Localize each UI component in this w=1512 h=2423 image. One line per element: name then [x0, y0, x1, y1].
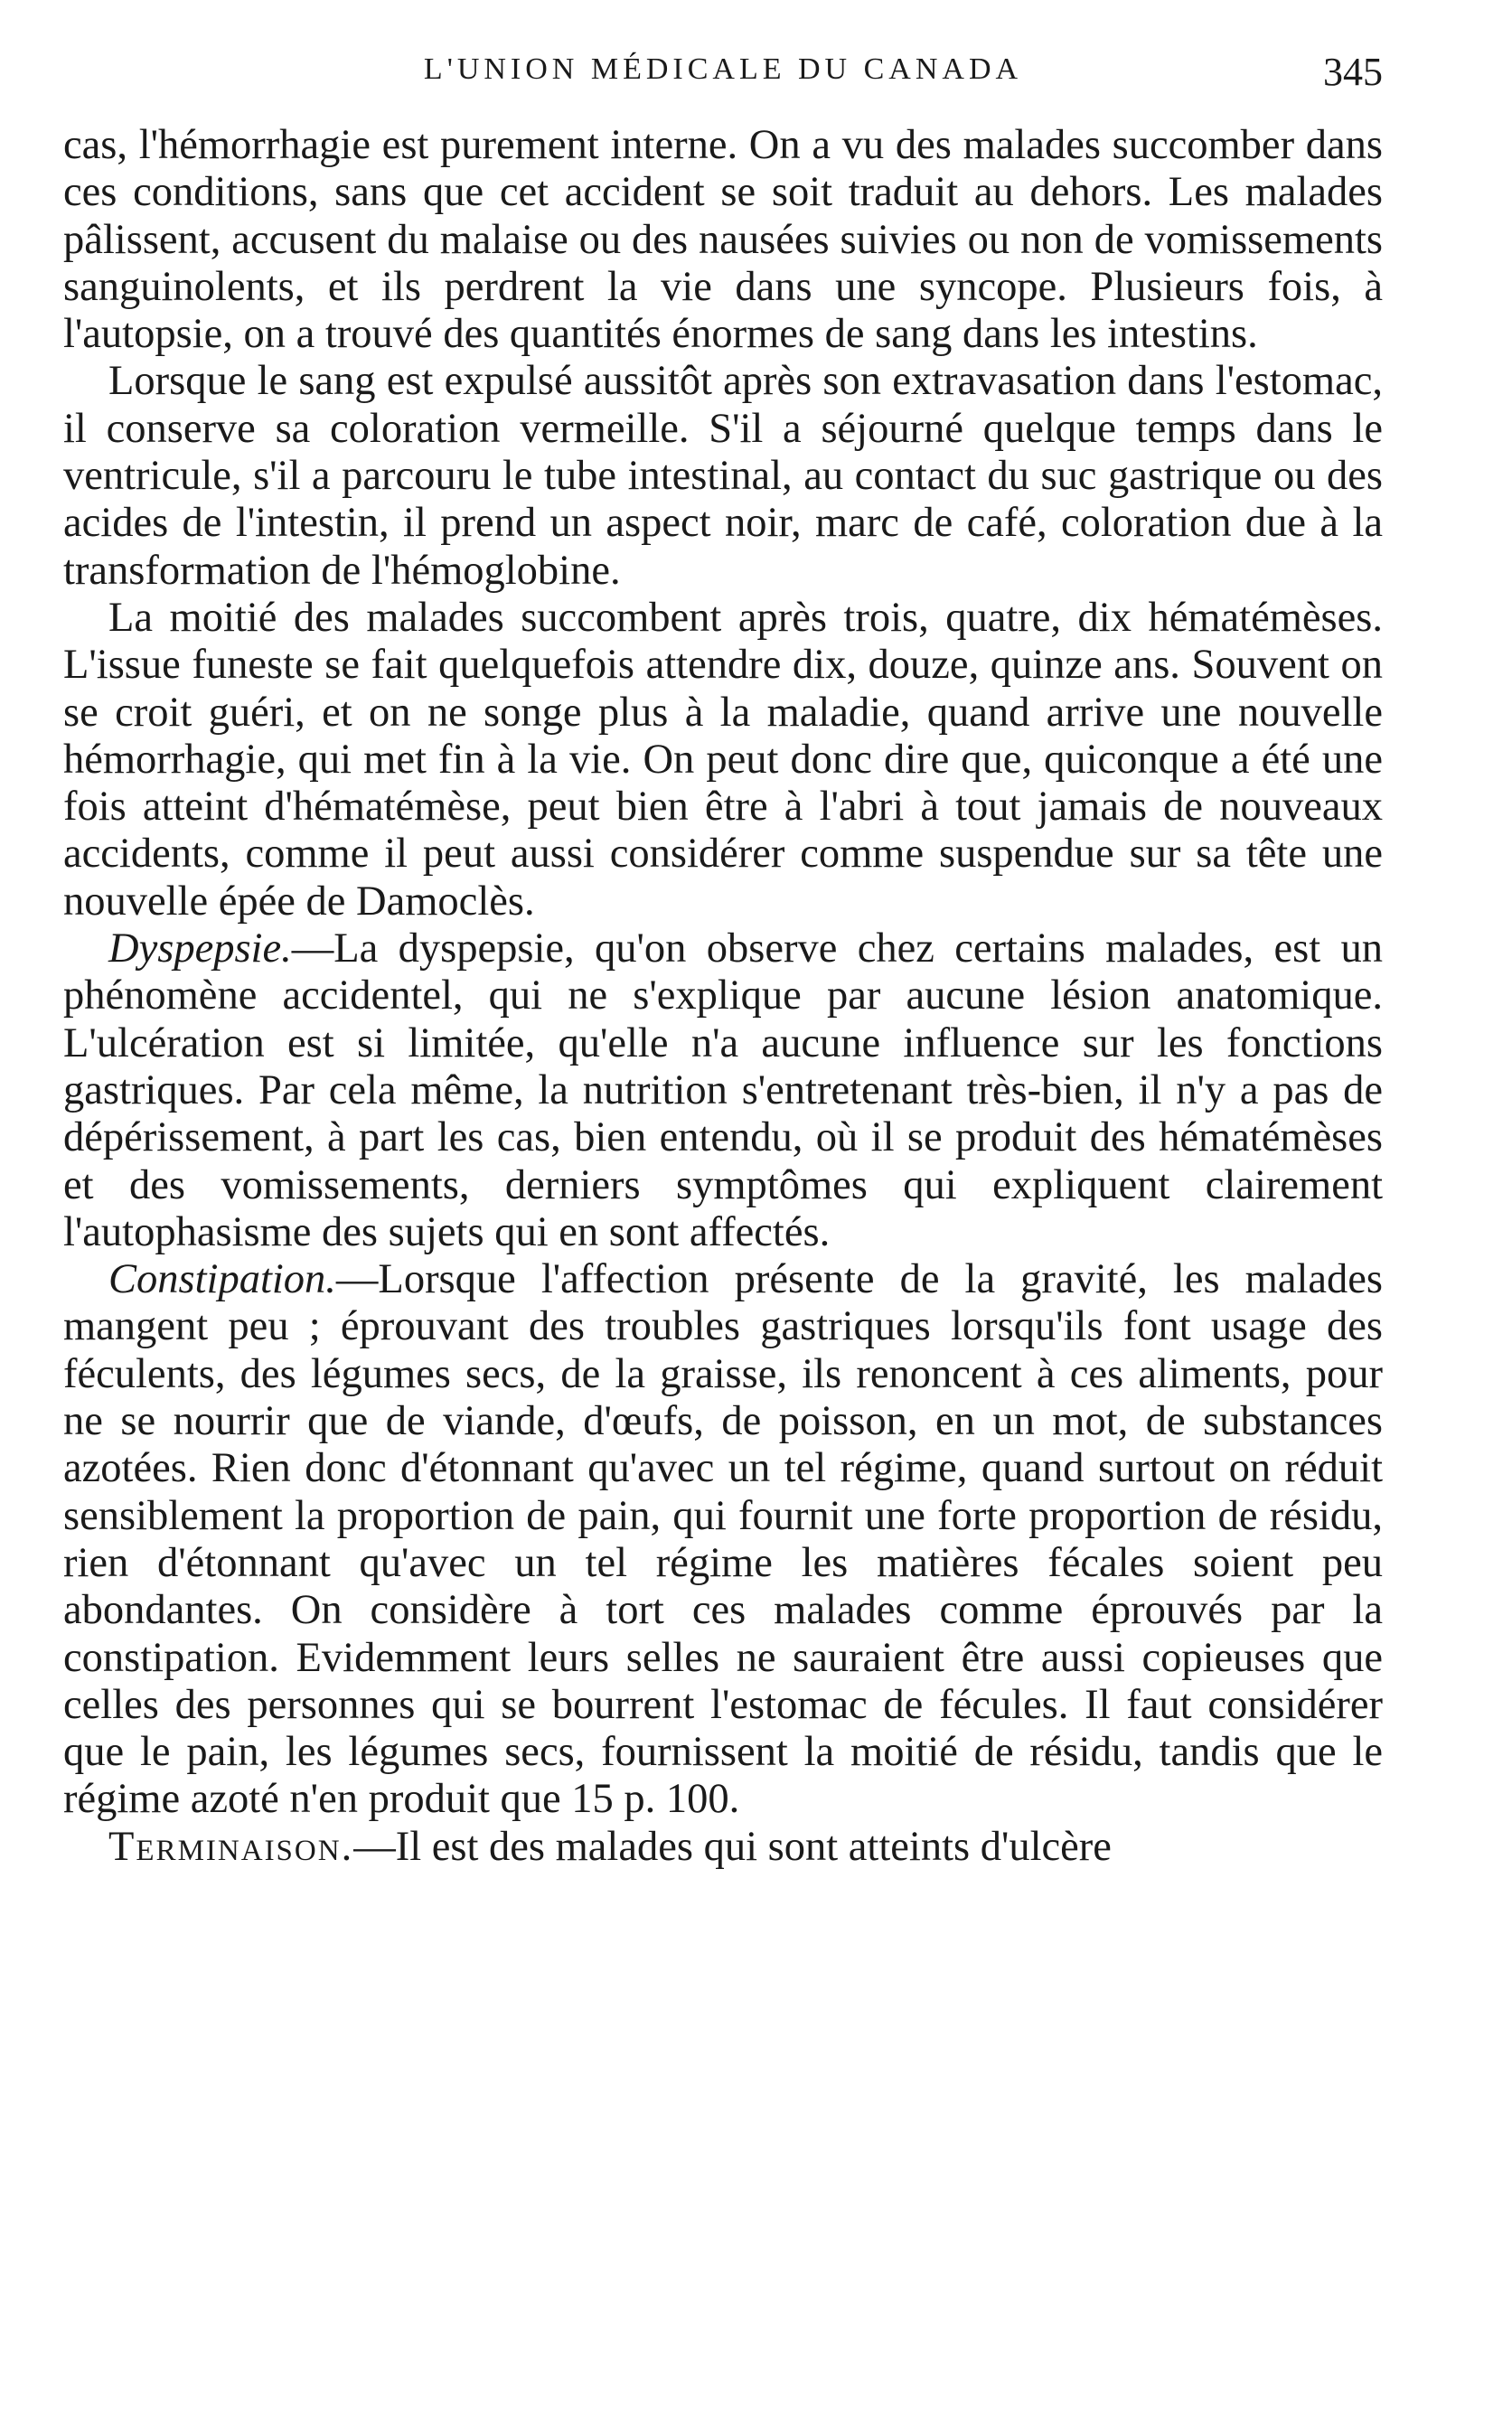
page-number: 345 — [1323, 50, 1383, 94]
paragraph — [63, 122, 1383, 358]
section-rubric: Dyspepsie. — [108, 925, 292, 972]
paragraph — [63, 925, 1383, 1256]
body-text — [63, 122, 1383, 1871]
paragraph-text: —La dyspepsie, qu'on observe chez certains malades, est un phénomène accidentel, qui ne s'explique par aucune lésion anatomique. L'ulcération est si limitée, qu'elle n'a aucune influence sur les fonctions gastriques. Par cela même, la nutrition s'entretenant très-bien, il n'y a pas de dépérissement, à part les cas, bien entendu, où il se produit des hématémèses et des vomissements, derniers symptômes qui expliquent clairement l'autophasisme des sujets qui en sont affectés. — [63, 925, 1383, 1255]
section-rubric: Constipation. — [108, 1256, 336, 1303]
paragraph-text: cas, l'hémorrhagie est purement interne. On a vu des malades succomber dans ces conditions, sans que cet accident se soit traduit au dehors. Les malades pâlissent, accusent du malaise ou des nausées suivies ou non de vomissements sanguinolents, et ils perdrent la vie dans une syncope. Plusieurs fois, à l'autopsie, on a trouvé des quantités énormes de sang dans les intestins. — [63, 122, 1383, 358]
paragraph-text: Lorsque le sang est expulsé aussitôt après son extravasation dans l'estomac, il conserve sa coloration vermeille. S'il a séjourné quelque temps dans le ventricule, s'il a parcouru le tube intestinal, au contact du suc gastrique ou des acides de l'intestin, il prend un aspect noir, marc de café, coloration due à la transformation de l'hémoglobine. — [63, 358, 1383, 594]
paragraph — [63, 358, 1383, 594]
running-head — [63, 36, 1383, 122]
paragraph-text: La moitié des malades succombent après trois, quatre, dix hématémèses. L'issue funeste se fait quelquefois attendre dix, douze, quinze ans. Souvent on se croit guéri, et on ne songe plus à la maladie, quand arrive une nouvelle hémorrhagie, qui met fin à la vie. On peut donc dire que, quiconque a été une fois atteint d'hématémèse, peut bien être à l'abri à tout jamais de nouveaux accidents, comme il peut aussi considérer comme suspendue sur sa tête une nouvelle épée de Damoclès. — [63, 594, 1383, 925]
paragraph-text: —Il est des malades qui sont atteints d'ulcère — [353, 1823, 1112, 1870]
paragraph — [63, 1824, 1383, 1871]
journal-title: L'UNION MÉDICALE DU CANADA — [423, 52, 1023, 86]
paragraph-text: —Lorsque l'affection présente de la gravité, les malades mangent peu ; éprouvant des troubles gastriques lorsqu'ils font usage des féculents, des légumes secs, de la graisse, ils renoncent à ces aliments, pour ne se nourrir que de viande, d'œufs, de poisson, en un mot, de substances azotées. Rien donc d'étonnant qu'avec un tel régime, quand surtout on réduit sensiblement la proportion de pain, qui fournit une forte proportion de résidu, rien d'étonnant qu'avec un tel régime les matières fécales soient peu abondantes. On considère à tort ces malades comme éprouvés par la constipation. Evidemment leurs selles ne sauraient être aussi copieuses que celles des personnes qui se bourrent l'estomac de fécules. Il faut considérer que le pain, les légumes secs, fournissent la moitié de résidu, tandis que le régime azoté n'en produit que 15 p. 100. — [63, 1256, 1383, 1823]
document-page — [63, 36, 1383, 2386]
paragraph — [63, 595, 1383, 925]
paragraph — [63, 1256, 1383, 1824]
section-rubric: Terminaison. — [108, 1823, 354, 1870]
